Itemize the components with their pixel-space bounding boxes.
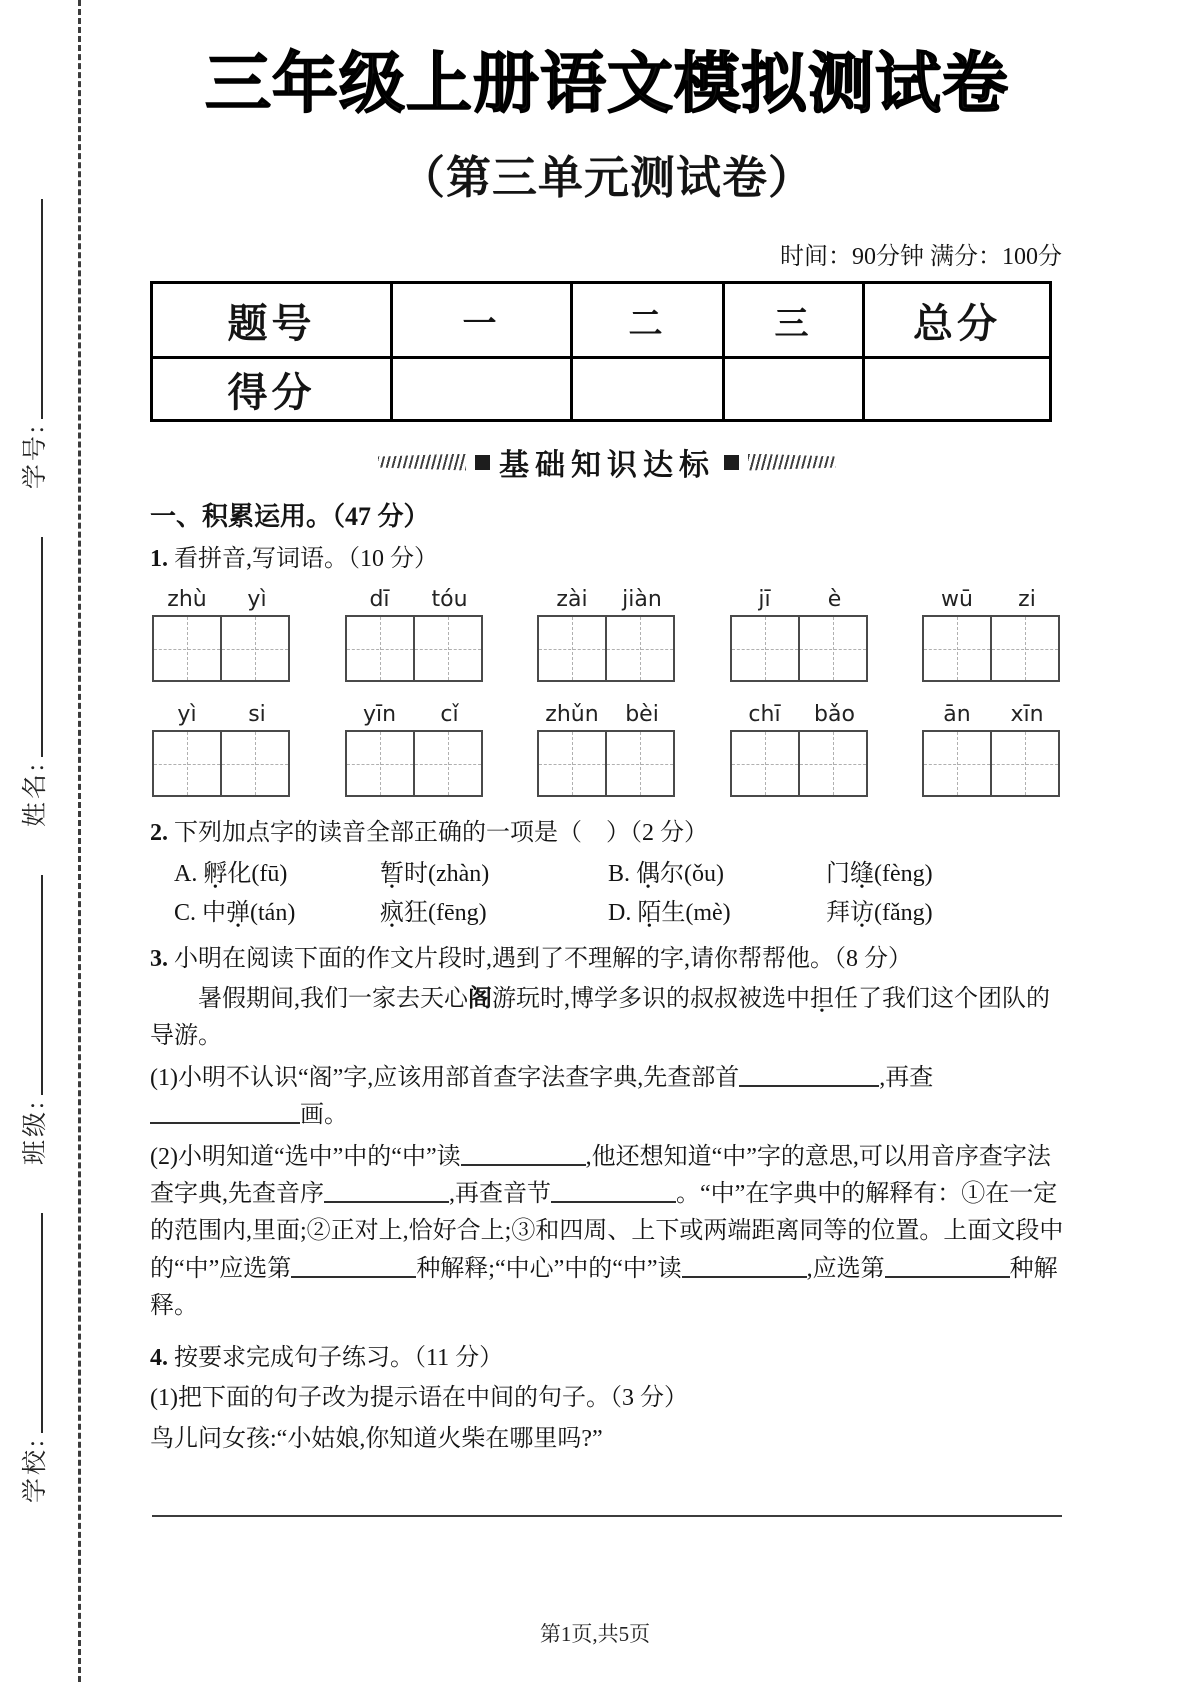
text-run: 游玩时,博学多识的叔叔被选 [492,985,786,1012]
banner-square-icon [475,455,490,470]
writing-box [152,615,290,682]
writing-cell [605,617,673,680]
writing-cell [539,732,605,795]
writing-box [922,615,1060,682]
score-input-cell [572,358,724,421]
banner-square-icon [724,455,739,470]
option-item [826,894,1064,933]
text-run: ,应选第 [806,1255,885,1282]
pinyin-syllable: yì [177,702,197,727]
pinyin-word-group [730,702,870,797]
writing-box [537,730,675,797]
question-3-text: 小明在阅读下面的作文片段时,遇到了不理解的字,请你帮帮他。（8 分） [174,945,912,972]
pinyin-syllable: chī [748,702,781,727]
pinyin-syllable: dī [369,587,390,612]
answer-line [152,1515,1062,1517]
pinyin-syllable: yì [247,587,267,612]
text-run: 尔(ǒu) [660,861,724,887]
answer-blank [885,1272,1010,1278]
pinyin-labels [345,587,485,612]
text-run: 种解释。 [150,1255,1058,1320]
score-table-cell-part-3: 三 [724,283,864,358]
pinyin-labels [730,587,870,612]
dotted-character: 缝 [850,861,874,887]
pinyin-labels [730,702,870,727]
writing-box [537,615,675,682]
pinyin-syllable: zhǔn [545,702,599,727]
text-run: 。“中”在字典中的解释有：①在一定的范围内,里面;②正对上,恰好合上;③和四周、上下或两端距离同等的位置。上面文段中的“中”应选第 [150,1180,1064,1282]
writing-box [730,615,868,682]
pinyin-word-group [152,702,292,797]
pinyin-syllable: cǐ [440,702,459,727]
writing-cell [539,617,605,680]
margin-field-label: 学校: [22,1437,49,1503]
writing-cell [154,617,220,680]
score-table-score-row [152,358,1051,421]
writing-cell [798,617,866,680]
option-item [174,855,380,894]
writing-cell [413,732,481,795]
text-run: 暑假期间,我们一家去天心 [198,985,468,1012]
text-run: ,再查 [879,1064,934,1091]
text-run: 担任了我们这个团队的导游。 [150,985,1050,1050]
dotted-character: 陌 [637,899,662,926]
banner-title: 基础知识达标 [499,449,715,482]
question-2-stem [150,815,1064,851]
answer-blank [461,1160,586,1166]
writing-cell [347,617,413,680]
writing-cell [732,617,798,680]
dotted-character: 弹 [226,899,251,926]
pinyin-word-group [152,587,292,682]
pinyin-syllable: si [248,702,266,727]
question-2-number: 2. [150,820,168,846]
text-run: 狂(fēng) [404,899,487,926]
writing-cell [605,732,673,795]
text-run: (fǎng) [874,899,933,926]
text-run: 画。 [300,1102,348,1129]
pinyin-syllable: jī [758,587,771,612]
writing-box [345,615,483,682]
option-item [608,894,826,933]
question-4-sentence: 鸟儿问女孩:“小姑娘,你知道火柴在哪里吗?” [150,1426,603,1453]
option-item [380,855,608,894]
question-3-stem [150,941,1064,977]
score-table-cell-part-1: 一 [392,283,572,358]
pinyin-syllable: bèi [625,702,659,727]
writing-cell [924,617,990,680]
writing-box [345,730,483,797]
text-run: (fèng) [874,861,933,887]
page-footer: 第1页,共5页 [539,1622,651,1646]
pinyin-syllable: è [827,587,842,612]
answer-blank [150,1118,300,1124]
pinyin-word-group [345,587,485,682]
score-table-cell-part-2: 二 [572,283,724,358]
writing-box [152,730,290,797]
question-4-text: 按要求完成句子练习。（11 分） [174,1344,504,1371]
writing-cell [990,617,1058,680]
text-run: (1)小明不认识“阁”字,应该用部首查字法查字典,先查部首 [150,1064,740,1091]
option-item [608,855,826,894]
question-1-stem [150,541,1064,577]
text-run: (tán) [250,899,296,926]
pinyin-syllable: wū [941,587,973,612]
writing-cell [154,732,220,795]
pinyin-word-group [922,702,1062,797]
pinyin-labels [152,587,292,612]
answer-blank [324,1197,449,1203]
score-table [150,281,1052,422]
text-run: 时(zhàn) [404,861,490,887]
question-3-sub-2 [150,1139,1064,1326]
dotted-character: 中 [786,985,810,1012]
text-run: B. [608,861,637,887]
answer-blank [551,1197,676,1203]
dotted-character: 访 [850,899,874,926]
pinyin-syllable: zài [556,587,588,612]
writing-cell [924,732,990,795]
writing-cell [990,732,1058,795]
section-1-heading: 一、积累运用。（47 分） [150,502,430,531]
answer-blank [682,1272,807,1278]
pinyin-labels [152,702,292,727]
pinyin-word-group [922,587,1062,682]
text-run: 门 [826,861,850,887]
writing-cell [732,732,798,795]
page-title: 三年级上册语文模拟测试卷 [205,48,1009,121]
writing-box [730,730,868,797]
pinyin-labels [922,702,1062,727]
pinyin-syllable: zi [1018,587,1036,612]
pinyin-word-group [345,702,485,797]
pinyin-syllable: yīn [362,702,397,727]
option-row [174,894,1064,933]
pinyin-labels [537,587,677,612]
question-2-options [150,855,1064,933]
pinyin-word-group [537,702,677,797]
exam-meta: 时间：90分钟 满分：100分 [780,244,1062,270]
text-run: D. [608,899,638,926]
option-item [174,894,380,933]
option-row [174,855,1064,894]
pinyin-writing-grid [150,587,1064,797]
text-run: 阁 [468,985,492,1012]
score-input-cell [724,358,864,421]
text-run: ,他还想知道“中”字的意思,可以用音序查字法查字典,先查音序 [150,1143,1051,1207]
text-run: 拜 [826,899,850,926]
margin-field-label: 班级: [22,1099,49,1166]
pinyin-syllable: zhù [167,587,207,612]
question-3-passage [150,981,1064,1056]
dotted-character: 疯 [380,899,404,926]
pinyin-syllable: tóu [431,587,468,612]
dotted-character: 暂 [380,861,404,887]
page-subtitle: （第三单元测试卷） [399,153,814,203]
dotted-character: 孵 [203,861,228,887]
writing-cell [220,732,288,795]
writing-cell [220,617,288,680]
question-3-sub-1 [150,1060,1064,1135]
question-1-number: 1. [150,546,168,572]
score-table-cell-score-label: 得分 [152,358,392,421]
question-4-number: 4. [150,1344,168,1371]
question-4-stem [150,1340,1064,1376]
margin-field-label: 姓名: [22,761,49,828]
score-table-cell-total: 总分 [864,283,1051,358]
pinyin-row [152,587,1062,682]
text-run: 化(fū) [227,861,288,887]
question-1-text: 看拼音,写词语。（10 分） [174,546,438,572]
score-input-cell [864,358,1051,421]
pinyin-word-group [730,587,870,682]
pinyin-syllable: ān [943,702,971,727]
writing-box [922,730,1060,797]
question-2-text: 下列加点字的读音全部正确的一项是（ ）（2 分） [174,820,708,846]
score-table-cell-question-no: 题号 [152,283,392,358]
writing-cell [798,732,866,795]
pinyin-row [152,702,1062,797]
text-run: C. [174,899,203,926]
score-table-header-row [152,283,1051,358]
text-run: 中 [202,899,227,926]
text-run: 种解释;“中心”中的“中”读 [416,1255,682,1282]
pinyin-syllable: jiàn [622,587,662,612]
answer-blank [291,1272,416,1278]
text-run: (2)小明知道“选中”中的“中”读 [150,1143,461,1170]
score-input-cell [392,358,572,421]
pinyin-syllable: bǎo [814,702,855,727]
text-run: ,再查音节 [449,1180,551,1207]
margin-field-label: 学号: [22,423,49,490]
section-banner [150,440,1064,484]
pinyin-syllable: xīn [1010,702,1044,727]
option-item [826,855,1064,894]
option-item [380,894,608,933]
pinyin-labels [922,587,1062,612]
dotted-character: 偶 [636,861,661,887]
text-run: 生(mè) [661,899,731,926]
text-run: A. [174,861,204,887]
writing-cell [413,617,481,680]
banner-decoration-right [748,454,836,471]
pinyin-labels [537,702,677,727]
question-3-number: 3. [150,945,168,972]
banner-decoration-left [378,454,466,471]
question-4-sub-1: (1)把下面的句子改为提示语在中间的句子。（3 分） [150,1384,688,1411]
pinyin-word-group [537,587,677,682]
answer-blank [739,1081,879,1087]
writing-cell [347,732,413,795]
pinyin-labels [345,702,485,727]
